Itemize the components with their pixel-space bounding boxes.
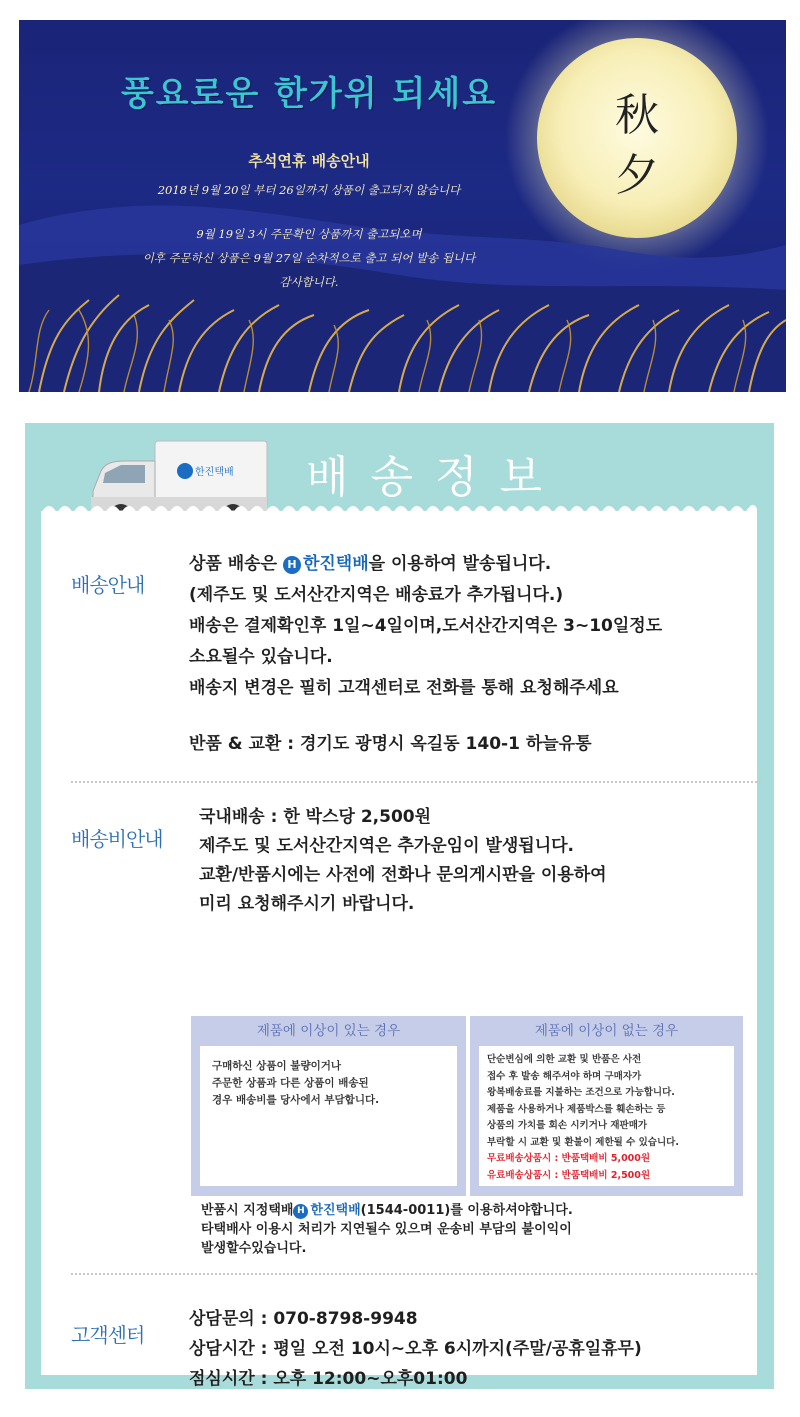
delivery-line-1-pre: 상품 배송은 — [189, 554, 283, 574]
hanja-chu: 秋 — [615, 90, 659, 141]
box-nodefect-line: 단순변심에 의한 교환 및 반품은 사전 — [487, 1054, 642, 1065]
banner-subtitle: 추석연휴 배송안내 — [248, 152, 370, 170]
box-nodefect-line: 상품의 가치를 회손 시키거나 재판매가 — [487, 1120, 648, 1131]
delivery-line-4: 소요될수 있습니다. — [189, 647, 333, 667]
banner-line-4: 감사합니다. — [279, 275, 339, 289]
section-label-customer-center: 고객센터 — [71, 1323, 145, 1347]
section-divider — [71, 781, 761, 783]
cost-line-4: 미리 요청해주시기 바랍니다. — [199, 894, 415, 914]
cost-line-1: 국내배송 : 한 박스당 2,500원 — [199, 807, 432, 827]
return-fee-paid-shipping: 유료배송상품시 : 반품택배비 2,500원 — [487, 1169, 651, 1181]
delivery-line-3: 배송은 결제확인후 1일~4일이며,도서산간지역은 3~10일정도 — [189, 616, 663, 636]
shipping-info-panel — [25, 423, 774, 1389]
return-address: 반품 & 교환 : 경기도 광명시 옥길동 140-1 하늘유통 — [189, 734, 592, 754]
box-product-defect — [191, 1016, 466, 1196]
cost-line-2: 제주도 및 도서산간지역은 추가운임이 발생됩니다. — [199, 836, 574, 856]
box-defect-content — [200, 1046, 457, 1186]
return-fee-free-shipping: 무료배송상품시 : 반품택배비 5,000원 — [487, 1153, 651, 1164]
cost-guide-text — [199, 803, 607, 919]
hanja-seok: 夕 — [615, 150, 659, 201]
hanjin-brand: 한진택배 — [310, 1203, 361, 1218]
cs-hours: 상담시간 : 평일 오전 10시~오후 6시까지(주말/공휴일휴무) — [189, 1339, 642, 1359]
box-nodefect-line: 왕복배송료를 지불하는 조건으로 가능합니다. — [487, 1087, 675, 1098]
banner-line-1: 2018년 9월 20일 부터 26일까지 상품이 출고되지 않습니다 — [157, 183, 461, 197]
delivery-line-1 — [189, 549, 662, 580]
banner-headline: 풍요로운 한가위 되세요 — [120, 74, 498, 114]
box-defect-line: 경우 배송비를 당사에서 부담합니다. — [212, 1094, 380, 1106]
cost-line-3: 교환/반품시에는 사전에 전화나 문의게시판을 이용하여 — [199, 865, 607, 885]
return-note-line-1 — [201, 1201, 573, 1220]
box-nodefect-line: 부락할 시 교환 및 환불이 제한될 수 있습니다. — [487, 1136, 679, 1148]
panel-content — [41, 511, 757, 1389]
box-defect-line: 구매하신 상품이 불량이거나 — [212, 1060, 342, 1072]
delivery-line-1-post: 을 이용하여 발송됩니다. — [368, 554, 552, 574]
return-note-line-2: 타택배사 이용시 처리가 지연될수 있으며 운송비 부담의 불이익이 — [201, 1222, 572, 1237]
hanjin-logo-icon: H — [293, 1204, 308, 1219]
section-label-cost: 배송비안내 — [71, 827, 163, 851]
cs-phone: 상담문의 : 070-8798-9948 — [189, 1309, 418, 1329]
box-product-no-defect — [470, 1016, 743, 1196]
box-nodefect-line: 제품을 사용하거나 제품박스를 훼손하는 등 — [487, 1103, 666, 1115]
box-defect-line: 주문한 상품과 다른 상품이 배송된 — [212, 1077, 369, 1089]
customer-center-text — [189, 1304, 642, 1394]
delivery-line-2: (제주도 및 도서산간지역은 배송료가 추가됩니다.) — [189, 585, 564, 605]
truck-logo-text: 한진택배 — [195, 467, 234, 478]
box-nodefect-heading: 제품에 이상이 없는 경우 — [534, 1023, 679, 1039]
return-note-post: (1544-0011)를 이용하셔야합니다. — [360, 1203, 573, 1218]
return-note-pre: 반품시 지정택배 — [201, 1203, 294, 1218]
delivery-guide-text — [189, 549, 662, 760]
panel-title: 배송정보 — [305, 452, 564, 503]
banner-line-3: 이후 주문하신 상품은 9월 27일 순차적으로 출고 되어 발송 됩니다 — [142, 251, 476, 265]
return-courier-note — [201, 1201, 573, 1258]
moon-chuseok-hanja — [597, 86, 677, 206]
cs-lunch: 점심시간 : 오후 12:00~오후01:00 — [189, 1369, 468, 1389]
chuseok-banner — [19, 20, 786, 392]
banner-line-2: 9월 19일 3시 주문확인 상품까지 출고되오며 — [196, 227, 422, 241]
section-label-delivery: 배송안내 — [71, 573, 145, 597]
hanjin-logo-icon: H — [283, 556, 301, 574]
return-note-line-3: 발생할수있습니다. — [201, 1241, 307, 1256]
box-defect-heading: 제품에 이상이 있는 경우 — [256, 1023, 401, 1039]
box-nodefect-line: 접수 후 발송 해주셔야 하며 구매자가 — [487, 1070, 642, 1082]
box-nodefect-content — [479, 1046, 734, 1186]
delivery-line-5: 배송지 변경은 필히 고객센터로 전화를 통해 요청해주세요 — [189, 678, 619, 698]
hanjin-brand: 한진택배 — [302, 554, 369, 574]
section-divider — [71, 1273, 761, 1275]
